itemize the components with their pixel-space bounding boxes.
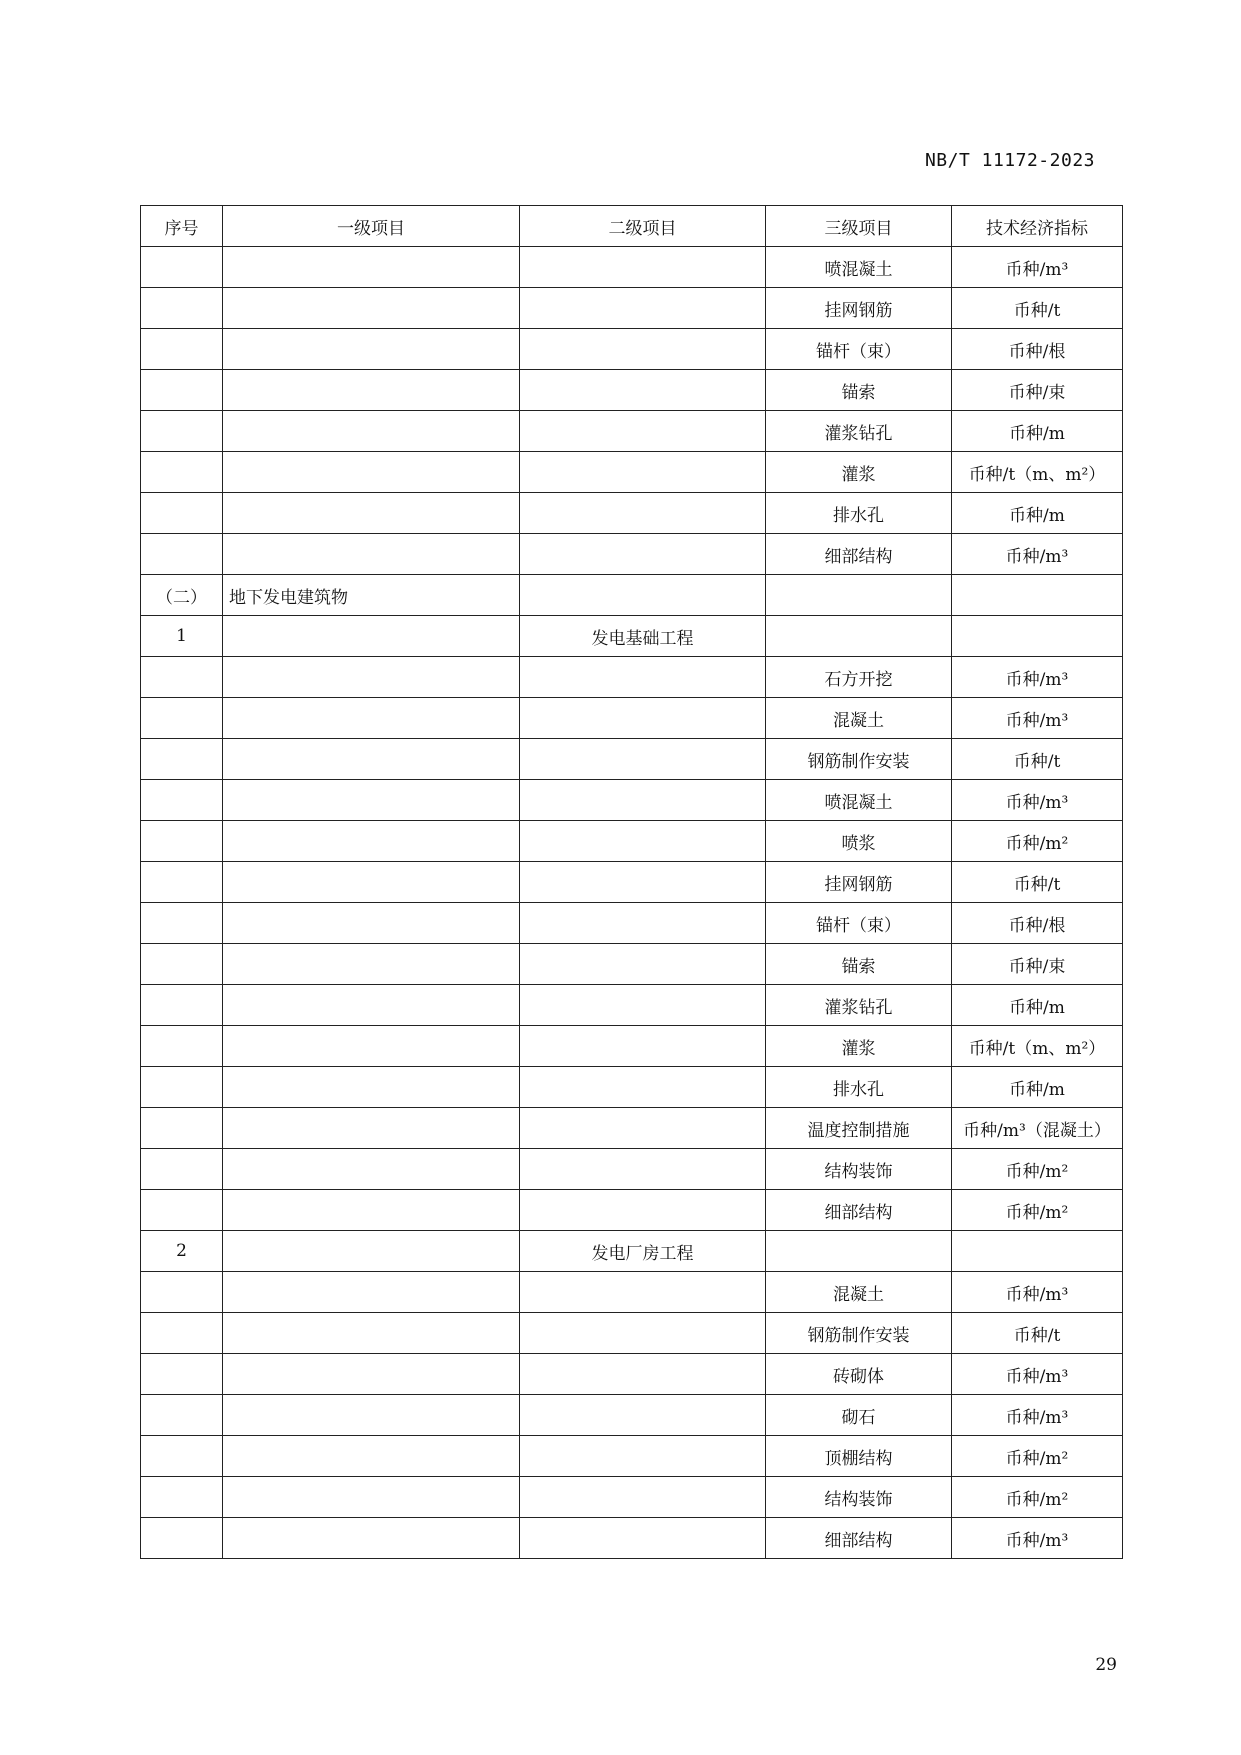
cell-level1 [223,1395,520,1436]
cell-level2 [520,739,766,780]
cell-serial [141,1067,223,1108]
cell-level1 [223,1436,520,1477]
cell-serial: 1 [141,616,223,657]
cell-level2 [520,288,766,329]
cell-level1 [223,1313,520,1354]
cell-serial [141,862,223,903]
cell-level2 [520,411,766,452]
cell-index: 币种/m³ [952,1395,1123,1436]
cell-level3: 混凝土 [766,698,952,739]
table-row [141,1108,1123,1149]
cell-level3: 喷混凝土 [766,780,952,821]
cell-level2 [520,534,766,575]
cell-level3: 锚索 [766,944,952,985]
column-header-level1: 一级项目 [223,206,520,247]
table-row [141,1067,1123,1108]
cell-level2 [520,698,766,739]
cell-level3: 灌浆 [766,1026,952,1067]
cell-index: 币种/m [952,1067,1123,1108]
cell-serial [141,1395,223,1436]
table-row [141,616,1123,657]
cell-level1 [223,534,520,575]
table-row [141,780,1123,821]
cell-level2 [520,493,766,534]
cell-level2 [520,247,766,288]
cell-index: 币种/t（m、m²） [952,1026,1123,1067]
cell-index: 币种/t [952,862,1123,903]
cell-level2: 发电基础工程 [520,616,766,657]
cell-index: 币种/m² [952,1149,1123,1190]
cell-serial [141,780,223,821]
cell-serial [141,1518,223,1559]
cell-level2 [520,370,766,411]
table-row [141,370,1123,411]
cell-level3: 石方开挖 [766,657,952,698]
cell-level3: 细部结构 [766,1190,952,1231]
cell-level1 [223,329,520,370]
cell-level2 [520,1518,766,1559]
cell-serial [141,370,223,411]
cell-index: 币种/m [952,985,1123,1026]
cell-level3: 结构装饰 [766,1149,952,1190]
cell-level3: 砌石 [766,1395,952,1436]
cell-index: 币种/t（m、m²） [952,452,1123,493]
cell-index: 币种/m³（混凝土） [952,1108,1123,1149]
cell-level1 [223,288,520,329]
cell-level3: 灌浆钻孔 [766,985,952,1026]
cell-level3: 细部结构 [766,1518,952,1559]
cell-level3: 砖砌体 [766,1354,952,1395]
cell-level1 [223,1518,520,1559]
table-row [141,1354,1123,1395]
cell-level1 [223,985,520,1026]
cell-level1 [223,1231,520,1272]
cell-level2 [520,657,766,698]
table-row [141,985,1123,1026]
cell-level3 [766,1231,952,1272]
table-header-row [141,206,1123,247]
column-header-serial: 序号 [141,206,223,247]
cell-level2 [520,1067,766,1108]
table-row [141,534,1123,575]
table-row [141,1436,1123,1477]
cell-serial [141,1436,223,1477]
cell-level2 [520,1108,766,1149]
cell-index: 币种/m³ [952,698,1123,739]
cell-index [952,616,1123,657]
cell-index: 币种/m³ [952,780,1123,821]
cell-serial [141,1149,223,1190]
cell-serial [141,452,223,493]
cell-serial [141,534,223,575]
cell-serial [141,944,223,985]
cell-level3: 挂网钢筋 [766,862,952,903]
cell-serial [141,493,223,534]
cell-serial: （二） [141,575,223,616]
cell-serial [141,1313,223,1354]
table-row [141,575,1123,616]
table-row [141,493,1123,534]
cell-level3: 结构装饰 [766,1477,952,1518]
cell-level3: 锚杆（束） [766,903,952,944]
table-row [141,1395,1123,1436]
cell-level3: 钢筋制作安装 [766,1313,952,1354]
cell-serial [141,1108,223,1149]
cell-level2 [520,329,766,370]
cell-serial [141,411,223,452]
cell-index: 币种/t [952,288,1123,329]
cell-level3: 排水孔 [766,493,952,534]
cell-level1 [223,1149,520,1190]
cell-serial [141,821,223,862]
cell-serial [141,903,223,944]
table-row [141,1477,1123,1518]
cell-level2 [520,985,766,1026]
cell-level1 [223,1272,520,1313]
cell-level3: 钢筋制作安装 [766,739,952,780]
column-header-level2: 二级项目 [520,206,766,247]
cell-level2 [520,1190,766,1231]
cell-level1 [223,247,520,288]
cell-index: 币种/m² [952,1190,1123,1231]
cell-level2 [520,1272,766,1313]
cell-level2 [520,862,766,903]
cell-serial [141,657,223,698]
table-row [141,1026,1123,1067]
table-row [141,452,1123,493]
table-row [141,698,1123,739]
cell-level1 [223,411,520,452]
cell-level3: 灌浆 [766,452,952,493]
table-row [141,657,1123,698]
cell-level3 [766,575,952,616]
cell-level2 [520,575,766,616]
cell-level1 [223,698,520,739]
table-row [141,247,1123,288]
table-row [141,903,1123,944]
cell-serial [141,985,223,1026]
cell-serial [141,247,223,288]
cell-index: 币种/m [952,493,1123,534]
cell-index: 币种/根 [952,329,1123,370]
table-row [141,1272,1123,1313]
cell-index: 币种/m [952,411,1123,452]
cell-index [952,575,1123,616]
cell-level3: 排水孔 [766,1067,952,1108]
table-row [141,1231,1123,1272]
table-row [141,1518,1123,1559]
cell-index: 币种/m³ [952,534,1123,575]
cell-level3: 顶棚结构 [766,1436,952,1477]
cell-serial: 2 [141,1231,223,1272]
cell-serial [141,1272,223,1313]
cell-level2 [520,903,766,944]
cell-level2 [520,1354,766,1395]
column-header-level3: 三级项目 [766,206,952,247]
cell-level1 [223,370,520,411]
page-number: 29 [1095,1655,1117,1675]
table-row [141,1313,1123,1354]
cell-level1 [223,1477,520,1518]
cell-level2 [520,1477,766,1518]
cell-index: 币种/m³ [952,247,1123,288]
cell-serial [141,1190,223,1231]
table-row [141,1190,1123,1231]
cell-level3: 喷浆 [766,821,952,862]
cell-level1 [223,1108,520,1149]
cell-serial [141,329,223,370]
cell-level3: 温度控制措施 [766,1108,952,1149]
cell-serial [141,1477,223,1518]
cell-level1 [223,616,520,657]
cell-level1 [223,452,520,493]
standard-code: NB/T 11172-2023 [924,150,1095,171]
cell-level1 [223,903,520,944]
cell-level2 [520,1395,766,1436]
cell-level1 [223,862,520,903]
cell-level2 [520,1436,766,1477]
cell-level1: 地下发电建筑物 [223,575,520,616]
cell-index: 币种/m³ [952,1518,1123,1559]
cell-index: 币种/m² [952,1436,1123,1477]
cell-level3: 喷混凝土 [766,247,952,288]
table-row [141,329,1123,370]
cell-index: 币种/m² [952,1477,1123,1518]
cell-index: 币种/m² [952,821,1123,862]
cell-level1 [223,1026,520,1067]
cell-level2 [520,1313,766,1354]
cell-level1 [223,821,520,862]
table-row [141,862,1123,903]
cell-level3: 灌浆钻孔 [766,411,952,452]
table-body [141,247,1123,1559]
cell-index: 币种/t [952,739,1123,780]
cell-level3: 细部结构 [766,534,952,575]
column-header-index: 技术经济指标 [952,206,1123,247]
table-row [141,288,1123,329]
cell-level2: 发电厂房工程 [520,1231,766,1272]
cell-level3: 混凝土 [766,1272,952,1313]
cell-level1 [223,1354,520,1395]
cell-level3 [766,616,952,657]
cell-serial [141,1354,223,1395]
cell-level1 [223,739,520,780]
cell-serial [141,739,223,780]
cell-level1 [223,1190,520,1231]
cell-index: 币种/m³ [952,1354,1123,1395]
technical-economic-index-table [140,205,1123,1559]
cell-level1 [223,1067,520,1108]
table-row [141,821,1123,862]
cell-serial [141,288,223,329]
cell-index: 币种/束 [952,944,1123,985]
cell-level2 [520,821,766,862]
table-row [141,1149,1123,1190]
cell-level3: 挂网钢筋 [766,288,952,329]
cell-level1 [223,944,520,985]
cell-level2 [520,780,766,821]
cell-level2 [520,1149,766,1190]
cell-level2 [520,1026,766,1067]
cell-level1 [223,493,520,534]
table-row [141,739,1123,780]
cell-level1 [223,657,520,698]
cell-serial [141,698,223,739]
cell-serial [141,1026,223,1067]
cell-level3: 锚索 [766,370,952,411]
cell-index: 币种/根 [952,903,1123,944]
cell-index [952,1231,1123,1272]
table-row [141,411,1123,452]
cell-level1 [223,780,520,821]
cell-index: 币种/束 [952,370,1123,411]
cell-level2 [520,452,766,493]
table-row [141,944,1123,985]
cell-level3: 锚杆（束） [766,329,952,370]
cell-level2 [520,944,766,985]
cell-index: 币种/m³ [952,657,1123,698]
cell-index: 币种/m³ [952,1272,1123,1313]
cell-index: 币种/t [952,1313,1123,1354]
